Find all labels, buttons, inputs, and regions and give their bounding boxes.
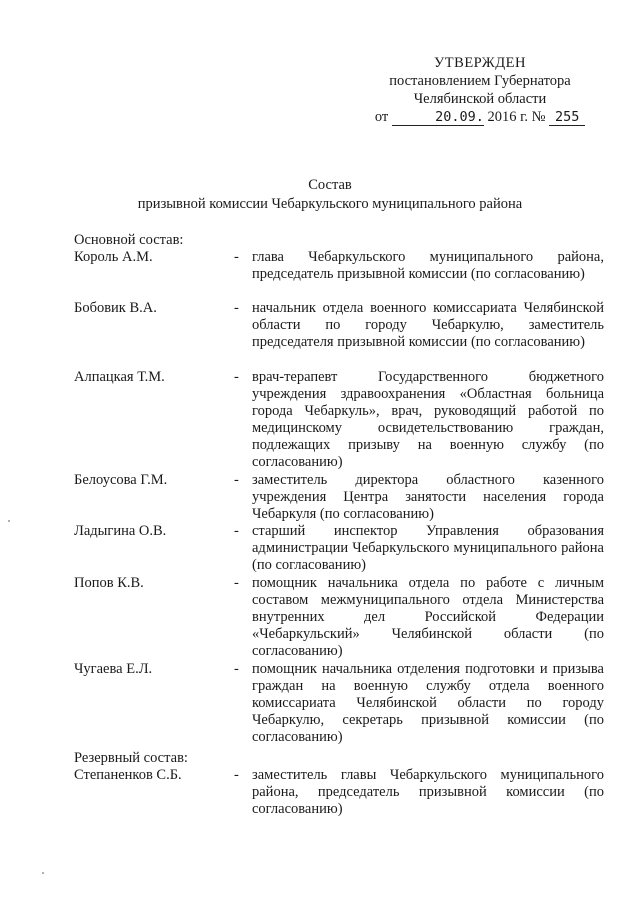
member-dash: - [234, 661, 239, 677]
document-heading [60, 177, 600, 215]
date-field [392, 110, 484, 126]
heading-subtitle: призывной комиссии Чебаркульского муниципального района [137, 196, 523, 212]
member-description: заместитель директора областного казенного учреждения Центра занятости населения города Чебаркуля (по согласованию) [252, 472, 604, 522]
member-name: Степаненков С.Б. [74, 767, 182, 783]
member-dash: - [234, 300, 239, 316]
member-dash: - [234, 523, 239, 539]
member-description: помощник начальника отдела по работе с личным составом межмуниципального отдела Министерства внутренних дел Российской Федерации «Чебаркульский» Челябинской области (по согласованию) [252, 575, 604, 659]
date-year: 2016 г. № [487, 109, 546, 125]
date-value: 20.09. [435, 109, 484, 125]
document-number: 255 [554, 109, 580, 125]
member-name: Король А.М. [74, 249, 153, 265]
member-name: Алпацкая Т.М. [74, 369, 165, 385]
member-description: помощник начальника отделения подготовки и призыва граждан на военную службу отдела военного комиссариата Челябинской области по городу Чебаркулю, секретарь призывной комиссии (по согласованию) [252, 661, 604, 745]
member-dash: - [234, 249, 239, 265]
approval-title: УТВЕРЖДЕН [434, 55, 526, 71]
reserve-composition-label: Резервный состав: [74, 750, 188, 766]
main-composition-label: Основной состав: [74, 232, 184, 248]
member-name: Бобовик В.А. [74, 300, 157, 316]
heading-title: Состав [308, 177, 352, 193]
member-description: глава Чебаркульского муниципального района, председатель призывной комиссии (по согласованию) [252, 249, 604, 282]
member-name: Ладыгина О.В. [74, 523, 167, 539]
approval-line-1: постановлением Губернатора [389, 73, 571, 89]
member-dash: - [234, 369, 239, 385]
scan-speck [42, 872, 44, 874]
member-description: начальник отдела военного комиссариата Челябинской области по городу Чебаркулю, заместитель председателя призывной комиссии (по согласованию) [252, 300, 604, 350]
member-name: Чугаева Е.Л. [74, 661, 153, 677]
number-field [549, 110, 585, 126]
member-name: Попов К.В. [74, 575, 144, 591]
member-description: старший инспектор Управления образования администрации Чебаркульского муниципального района (по согласованию) [252, 523, 604, 573]
member-dash: - [234, 575, 239, 591]
approval-date-line [360, 109, 600, 127]
date-prefix: от [374, 109, 389, 125]
member-dash: - [234, 767, 239, 783]
member-description: врач-терапевт Государственного бюджетного учреждения здравоохранения «Областная больница города Чебаркуль», врач, руководящий работой по медицинскому освидетельствованию граждан, подлежащих призыву на военную службу (по согласованию) [252, 369, 604, 470]
member-description: заместитель главы Чебаркульского муниципального района, председатель призывной комиссии (по согласованию) [252, 767, 604, 817]
member-dash: - [234, 472, 239, 488]
approval-stamp [360, 55, 600, 127]
approval-line-2: Челябинской области [413, 91, 547, 107]
member-name: Белоусова Г.М. [74, 472, 168, 488]
scan-speck [8, 520, 10, 522]
